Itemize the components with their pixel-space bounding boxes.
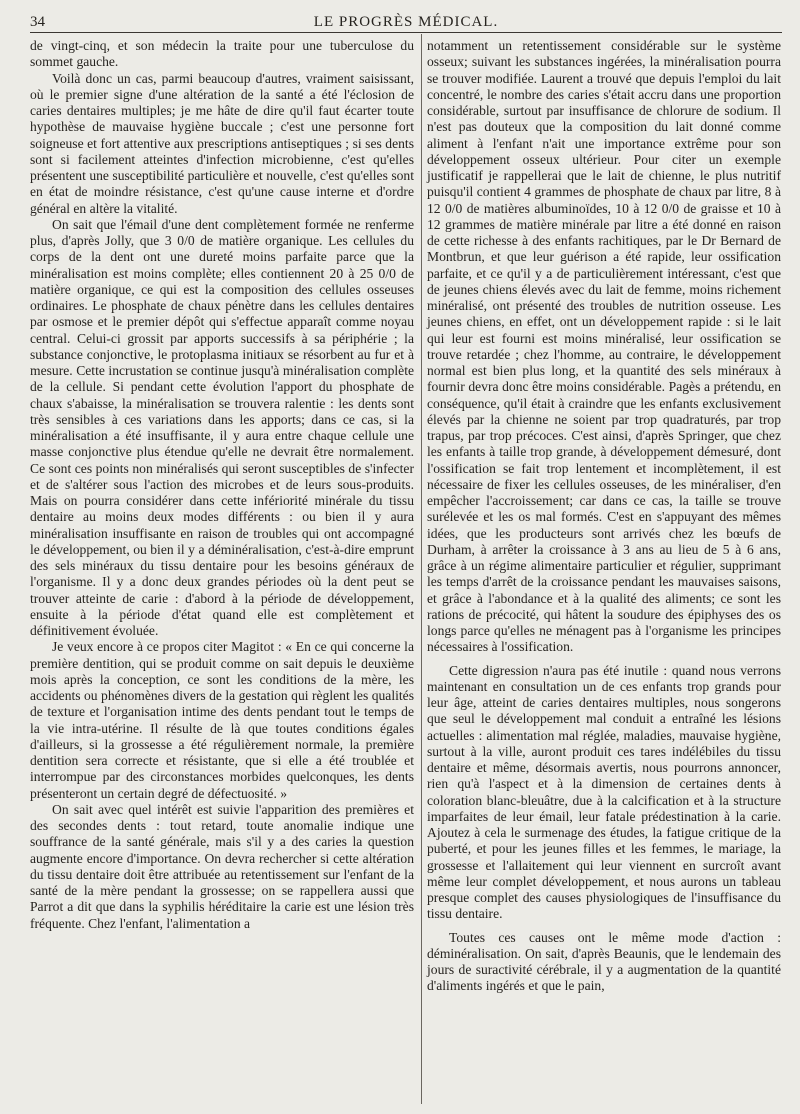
left-column: [30, 38, 414, 932]
header-rule: [30, 32, 782, 33]
page-number: 34: [30, 14, 45, 30]
running-title: LE PROGRÈS MÉDICAL.: [313, 14, 499, 30]
paragraph: Toutes ces causes ont le même mode d'action : déminéralisation. On sait, d'après Beaunis, que le lendemain des jours de suractivité cérébrale, il y a augmentation de la quantité d'aliments ingérés et que le pain,: [427, 929, 781, 994]
paragraph: Voilà donc un cas, parmi beaucoup d'autres, vraiment saisissant, où le premier signe d'une altération de la santé a été l'éclosion de caries dentaires multiples; je me hâte de dire qu'il faut écarter toute hypothèse de mauvaise hygiène buccale ; c'est une personne fort soigneuse et fort attentive aux prescriptions antiseptiques ; si ses dents sont si facilement atteintes d'infection microbienne, c'est qu'elles présentent une susceptibilité particulière et nouvelle, c'est qu'elles sont en état de moindre résistance, c'est qu'une cause interne et d'ordre général en altère la vitalité.: [30, 70, 414, 216]
paragraph: Cette digression n'aura pas été inutile : quand nous verrons maintenant en consultation un de ces enfants trop grands pour leur âge, atteint de caries dentaires multiples, nous songerons que seul le développement mal conduit a entraîné les lésions actuelles : alimentation mal réglée, maladies, mauvaise hygiène, surtout à la ville, auront produit ces tares indélébiles du tissu dentaire et même, désormais avertis, nous pourrons annoncer, rien qu'à l'aspect et à la dimension de certaines dents à coloration blanc-bleuâtre, due à la calcification et à la structure imparfaites de leur émail, leur fatale prédestination à la carie. Ajoutez à cela le surmenage des études, la fatigue critique de la puberté, et pour les jeunes filles et les femmes, le mariage, la grossesse et l'allaitement qui leur viennent en surcroît avant même leur complet développement, et nous aurons un tableau presque complet des causes physiologiques de l'insuffisance du tissu dentaire.: [427, 662, 781, 922]
paragraph: On sait avec quel intérêt est suivie l'apparition des premières et des secondes dents : tout retard, toute anomalie indique une souffrance de la santé générale, mais s'il y a des caries la question augmente encore d'importance. On devra rechercher si cette altération du tissu dentaire doit être attribuée au retentissement sur l'enfant de la santé de la mère pendant la grossesse; on se rappellera aussi que Parrot a dit que dans la syphilis héréditaire la carie est une lésion très fréquente. Chez l'enfant, l'alimentation a: [30, 801, 414, 931]
paragraph: On sait que l'émail d'une dent complètement formée ne renferme plus, d'après Jolly, que 3 0/0 de matière organique. Les cellules du corps de la dent ont une dureté moins parfaite parce que la minéralisation est moins complète; elles contiennent 20 à 25 0/0 de matière organique, ce qui est la composition des cellules osseuses ordinaires. Le phosphate de chaux pénètre dans les cellules dentaires par osmose et le premier dépôt qui s'effectue apparaît comme noyau central. Celui-ci grossit par apports successifs à sa périphérie ; la substance conjonctive, le protoplasma initiaux se résorbent au fur et à mesure. Cette incrustation se continue jusqu'à minéralisation complète de la cellule. Si pendant cette évolution l'apport du phosphate de chaux s'abaisse, la minéralisation se trouvera ralentie : les dents sont très sensibles à ces variations dans les apports; dans ce cas, si la minéralisation a été insuffisante, il y aura entre chaque cellule une masse conjonctive plus étendue qu'elle ne devrait être normalement. Ce sont ces points non minéralisés qui seront susceptibles de s'infecter et de s'altérer sous l'action des microbes et de leurs sous-produits. Mais on pourra considérer dans cette infériorité minérale du tissu dentaire au moins deux modes différents : ou bien il y aura minéralisation insuffisante en raison de troubles qui ont accompagné le développement, ou bien il y a déminéralisation, c'est-à-dire emprunt des sels minéraux du tissu dentaire pour les besoins généraux de l'organisme. Il y a donc deux grandes périodes où la dent peut se trouver atteinte de carie : d'abord à la période de développement, ensuite à la période d'état quand elle est complètement et définitivement évoluée.: [30, 216, 414, 638]
right-column: [427, 38, 781, 995]
column-divider: [421, 34, 422, 1104]
paragraph: notamment un retentissement considérable sur le système osseux; suivant les substances ingérées, la minéralisation pourra se trouver modifiée. Laurent a trouvé que depuis l'emploi du lait concentré, le nombre des caries s'était accru dans une proportion considérable, surtout par insuffisance de chlorure de sodium. Il n'est pas douteux que la composition du lait donné comme aliment à l'enfant n'ait une importance extrême pour son développement osseux ultérieur. Pour citer un exemple justificatif je rappellerai que le lait de chienne, le plus nutritif puisqu'il contient 4 grammes de phosphate de chaux par litre, 8 à 12 0/0 de matières albuminoïdes, 10 à 12 0/0 de graisse et 10 à 12 grammes de matière minérale par litre a été donné en raison de cette richesse à des enfants rachitiques, par le Dr Bernard de Montbrun, et que leur guérison a été rapide, leur ossification parfaite, et ce qu'il y a de particulièrement intéressant, c'est que de jeunes chiens élevés avec du lait de femme, moins richement minéralisé, ont présenté des troubles de nutrition osseuse. Les jeunes chiens, en effet, ont un développement rapide : si le lait qui leur est fourni est moins minéralisé, leur ossification se trouve retardée ; chez l'homme, au contraire, le développement normal est bien plus long, et la quantité des sels minéraux à fournir devra donc être moins considérable. Pagès a prétendu, en conséquence, qu'il était à craindre que les enfants exclusivement élevés par la chienne ne soient par trop quadraturés, par trop trapus, par trop précoces. C'est ainsi, d'après Springer, que chez les enfants à taille trop grande, à développement démesuré, dont l'ossification se fait trop lentement et incomplètement, il est nécessaire de fixer les cellules osseuses, de les minéraliser, d'en empêcher l'accroissement; car dans ce cas, la taille se trouve surélevée et les os mal formés. C'est en s'appuyant des mêmes idées, que les producteurs sont arrivés chez les bœufs de Durham, à arrêter la croissance à 3 ans au lieu de 5 à 6 ans, grâce à un régime alimentaire particulier et régulier, supprimant les temps d'arrêt de la croissance pendant les mauvaises saisons, et grâce à l'abondance et à la qualité des aliments; ce sont les rations de précocité, qui hâtent la soudure des épiphyses des os longs parce qu'elles ne ménagent pas à l'organisme les principes nécessaires à l'ossification.: [427, 38, 781, 655]
paragraph: Je veux encore à ce propos citer Magitot : « En ce qui concerne la première dentition, qui se produit comme on sait depuis le deuxième mois après la conception, ce sont les conditions de la mère, les accidents ou phénomènes divers de la gestation qui règlent les qualités de texture et l'organisation intime des dents pendant tout le temps de la vie intra-utérine. Il résulte de là que toutes conditions égales d'ailleurs, si la grossesse a été régulièrement normale, la première dentition sera correcte et résistante, que si elle a été troublée et interrompue par des circonstances morbides quelconques, les dents présenteront un certain degré de défectuosité. »: [30, 639, 414, 801]
paragraph: de vingt-cinq, et son médecin la traite pour une tuberculose du sommet gauche.: [30, 38, 414, 70]
